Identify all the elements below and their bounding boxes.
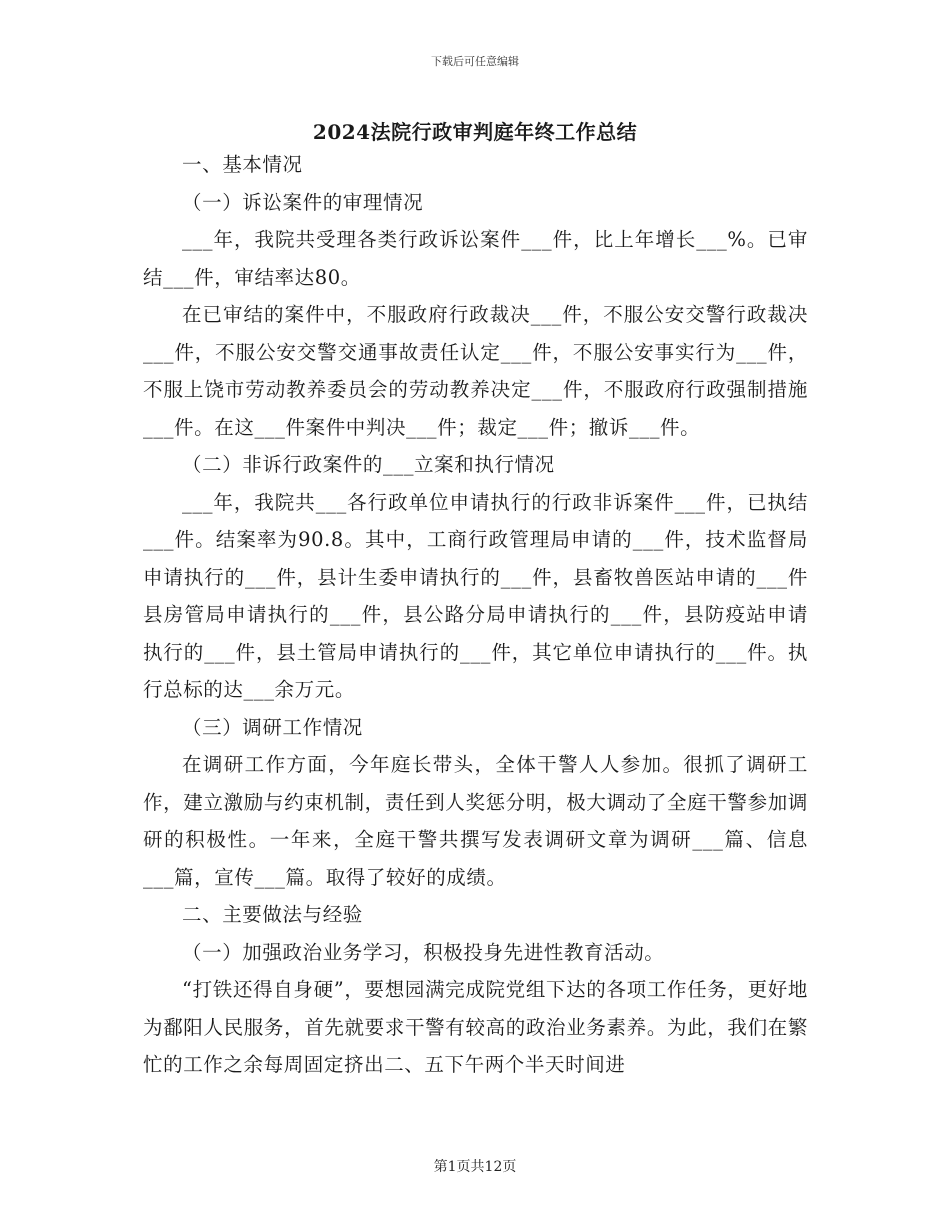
document-body [143, 146, 808, 1084]
paragraph: “打铁还得自身硬”，要想园满完成院党组下达的各项工作任务，更好地为鄱阳人民服务，首先就要求干警有较高的政治业务素养。为此，我们在繁忙的工作之余每周固定挤出二、五下午两个半天时间进 [143, 978, 808, 1076]
subsection-heading-research: （三）调研工作情况 [182, 715, 363, 739]
paragraph: 在调研工作方面，今年庭长带头，全体干警人人参加。很抓了调研工作，建立激励与约束机制，责任到人奖惩分明，极大调动了全庭干警参加调研的积极性。一年来，全庭干警共撰写发表调研文章为调研___篇、信息___篇，宣传___篇。取得了较好的成绩。 [143, 753, 808, 889]
subsection-heading-litigation: （一）诉讼案件的审理情况 [182, 190, 424, 214]
section-heading-practices: 二、主要做法与经验 [182, 903, 363, 926]
paragraph: 在已审结的案件中，不服政府行政裁决___件，不服公安交警行政裁决___件，不服公安交警交通事故责任认定___件，不服公安事实行为___件，不服上饶市劳动教养委员会的劳动教养决定___件，不服政府行政强制措施___件。在这___件案件中判决___件；裁定___件；撤诉___件。 [143, 303, 808, 439]
page-footer: 第1页共12页 [433, 1159, 517, 1175]
section-heading-basic: 一、基本情况 [182, 153, 303, 176]
subsection-heading-non-litigation: （二）非诉行政案件的___立案和执行情况 [182, 453, 555, 476]
paragraph: ___年，我院共___各行政单位申请执行的行政非诉案件___件，已执结___件。结案率为90.8。其中，工商行政管理局申请的___件，技术监督局申请执行的___件，县计生委申请执行的___件，县畜牧兽医站申请的___件县房管局申请执行的___件，县公路分局申请执行的___件，县防疫站申请执行的___件，县土管局申请执行的___件，其它单位申请执行的___件。执行总标的达___余万元。 [143, 490, 808, 701]
document-title: 2024法院行政审判庭年终工作总结 [312, 120, 638, 144]
paragraph: ___年，我院共受理各类行政诉讼案件___件，比上年增长___%。已审结___件，审结率达80。 [143, 228, 808, 289]
header-note: 下载后可任意编辑 [431, 55, 519, 68]
subsection-heading-study: （一）加强政治业务学习，积极投身先进性教育活动。 [182, 940, 665, 964]
